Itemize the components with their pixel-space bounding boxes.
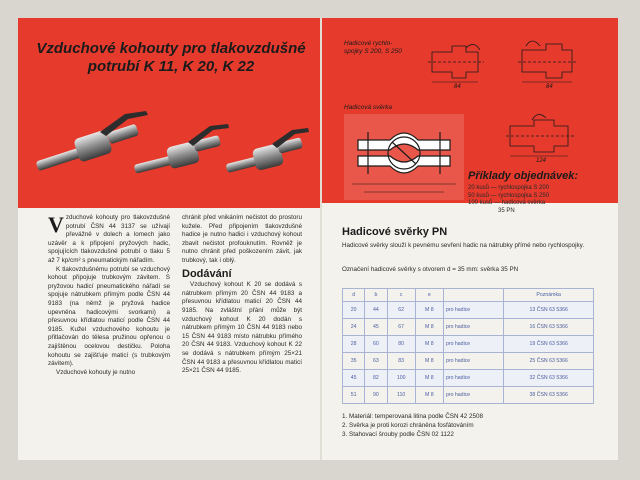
order-examples-title: Příklady objednávek: [468,170,579,182]
hose-clamp-label: Hadicová svěrka [344,104,393,111]
quick-coupling-label: Hadicové rychlo- spojky S 200, S 250 [344,40,402,55]
cell-note-b: 38 ČSN 63 5366 [504,387,594,404]
drop-cap: V [48,212,64,237]
dim-124: 124 [536,158,547,163]
valve-k22 [226,128,309,173]
cell-note-b: 32 ČSN 63 5366 [504,370,594,387]
cell-b: 63 [365,353,387,370]
cell-b: 60 [365,336,387,353]
cell-b: 44 [365,302,387,319]
section-text: Hadicové svěrky slouží k pevnému sevření hadic na nátrubky přímé nebo rychlospojky. [342,242,585,249]
cell-b: 82 [365,370,387,387]
cell-d: 20 [343,302,365,319]
valve-k20 [134,124,229,174]
order-examples-list [468,185,614,215]
cell-c: 100 [387,370,415,387]
table-header [443,289,503,302]
cell-note-b: 19 ČSN 63 5366 [504,336,594,353]
valves-photo [30,108,310,188]
table-row [343,370,594,387]
cell-note-b: 13 ČSN 63 5366 [504,302,594,319]
intro-paragraph-1: zduchové kohouty pro tlakovzdušné potrubí ČSN 44 3137 se užívají převážně v dolech a lomech jako uzávěr a k připojení pryžových hadic, spojujících tlakovzdušné potrubí o tlaku 5 až 7 kp/cm² s pneumatickým nářadím. [48,214,170,264]
order-example: 20 kusů — rychlospojka S 200 [468,185,550,191]
hose-clamp-drawing [344,114,464,200]
cell-e: M 8 [415,387,443,404]
intro-paragraph-2: K tlakovzdušnému potrubí se vzduchový kohout připojuje trubkovým závitem. S pryžovou hadicí pneumatického nářadí se spojuje nátrubkem přímým podle ČSN 44 9183 (na němž je pryžová hadice upevněna hadicovými svorkami) a přesuvnou křídlatou maticí podle ČSN 44 9185. Kužel vzduchového kohoutu je přitlačován do tělesa pružinou opřenou o zajištěnou ocelovou destičku. Poloha kohoutu se zajišťuje maticí (s trubkovým závitem). [48,265,170,368]
material-note: 1. Materiál: temperovaná litina podle ČSN 42 2508 [342,413,484,420]
intro-column [48,214,170,377]
coupling-drawings [422,32,612,92]
second-column [182,214,302,376]
clamp-table [342,288,594,404]
material-note: 2. Svěrka je proti korozi chráněna fosfátováním [342,422,474,429]
cell-c: 83 [387,353,415,370]
cell-note-a: pro hadice [443,370,503,387]
intro-paragraph-3: Vzduchové kohouty je nutno [56,368,136,376]
cell-c: 80 [387,336,415,353]
coupling-side-drawing [502,108,612,163]
delivery-heading: Dodávání [182,267,232,280]
cell-note-b: 25 ČSN 63 5366 [504,353,594,370]
cell-note-b: 16 ČSN 63 5366 [504,319,594,336]
table-row [343,353,594,370]
order-example: 100 kusů — hadicová svěrka [468,200,546,206]
material-note: 3. Stahovací šrouby podle ČSN 02 1122 [342,431,454,438]
cell-e: M 8 [415,336,443,353]
cell-e: M 8 [415,302,443,319]
delivery-paragraph: Vzduchový kohout K 20 se dodává s nátrubkem přímým 20 ČSN 44 9183 a přesuvnou křídlatou maticí 20 ČSN 44 9185. Na zvláštní přání může být vzduchový kohout K 20 dodán s nátrubkem přímým 10 ČSN 44 9183 nebo 15 ČSN 44 9183 místo nátrubku přímého 20 ČSN 44 9183. Vzduchový kohout K 22 se dodává s nátrubkem přímým 25×21 ČSN 44 9183 a přesuvnou křídlatou maticí 25×21 ČSN 44 9185. [182,281,302,375]
cell-d: 35 [343,353,365,370]
cell-d: 28 [343,336,365,353]
cell-note-a: pro hadice [443,302,503,319]
table-row [343,302,594,319]
materials-list [342,412,483,439]
table-header: d [343,289,365,302]
page-title: Vzduchové kohouty pro tlakovzdušné potrubí K 11, K 20, K 22 [36,40,306,75]
cell-e: M 8 [415,353,443,370]
table-header: b [365,289,387,302]
cell-d: 51 [343,387,365,404]
table-header: e [415,289,443,302]
care-paragraph: chránit před vnikáním nečistot do prostoru kužele. Před připojením tlakovzdušné hadice je nutno hadici i vzduchový kohout zbavit nečistot profouknutím. Rovněž je nutno chránit před poškozením závit, jak trubkový, tak i oblý. [182,214,302,264]
table-row [343,387,594,404]
cell-c: 67 [387,319,415,336]
valve-k11 [36,111,148,171]
cell-e: M 8 [415,370,443,387]
table-row [343,319,594,336]
cell-d: 24 [343,319,365,336]
table-header: Poznámka [504,289,594,302]
table-header: c [387,289,415,302]
cell-c: 62 [387,302,415,319]
dim-84-b: 84 [546,84,553,90]
cell-b: 90 [365,387,387,404]
left-page [18,18,320,460]
cell-note-a: pro hadice [443,336,503,353]
dim-84-a: 84 [454,84,461,90]
order-examples [468,170,614,215]
cell-note-a: pro hadice [443,319,503,336]
cell-d: 45 [343,370,365,387]
cell-note-a: pro hadice [443,387,503,404]
table-header-row [343,289,594,302]
cell-e: M 8 [415,319,443,336]
section-title: Hadicové svěrky PN [342,226,448,238]
table-row [343,336,594,353]
cell-c: 110 [387,387,415,404]
order-example: 35 PN [468,207,515,214]
cell-b: 45 [365,319,387,336]
order-example: 50 kusů — rychlospojka S 250 [468,192,550,199]
table-caption: Označení hadicové svěrky s otvorem d = 35 mm: svěrka 35 PN [342,266,519,273]
right-page [322,18,618,460]
cell-note-a: pro hadice [443,353,503,370]
